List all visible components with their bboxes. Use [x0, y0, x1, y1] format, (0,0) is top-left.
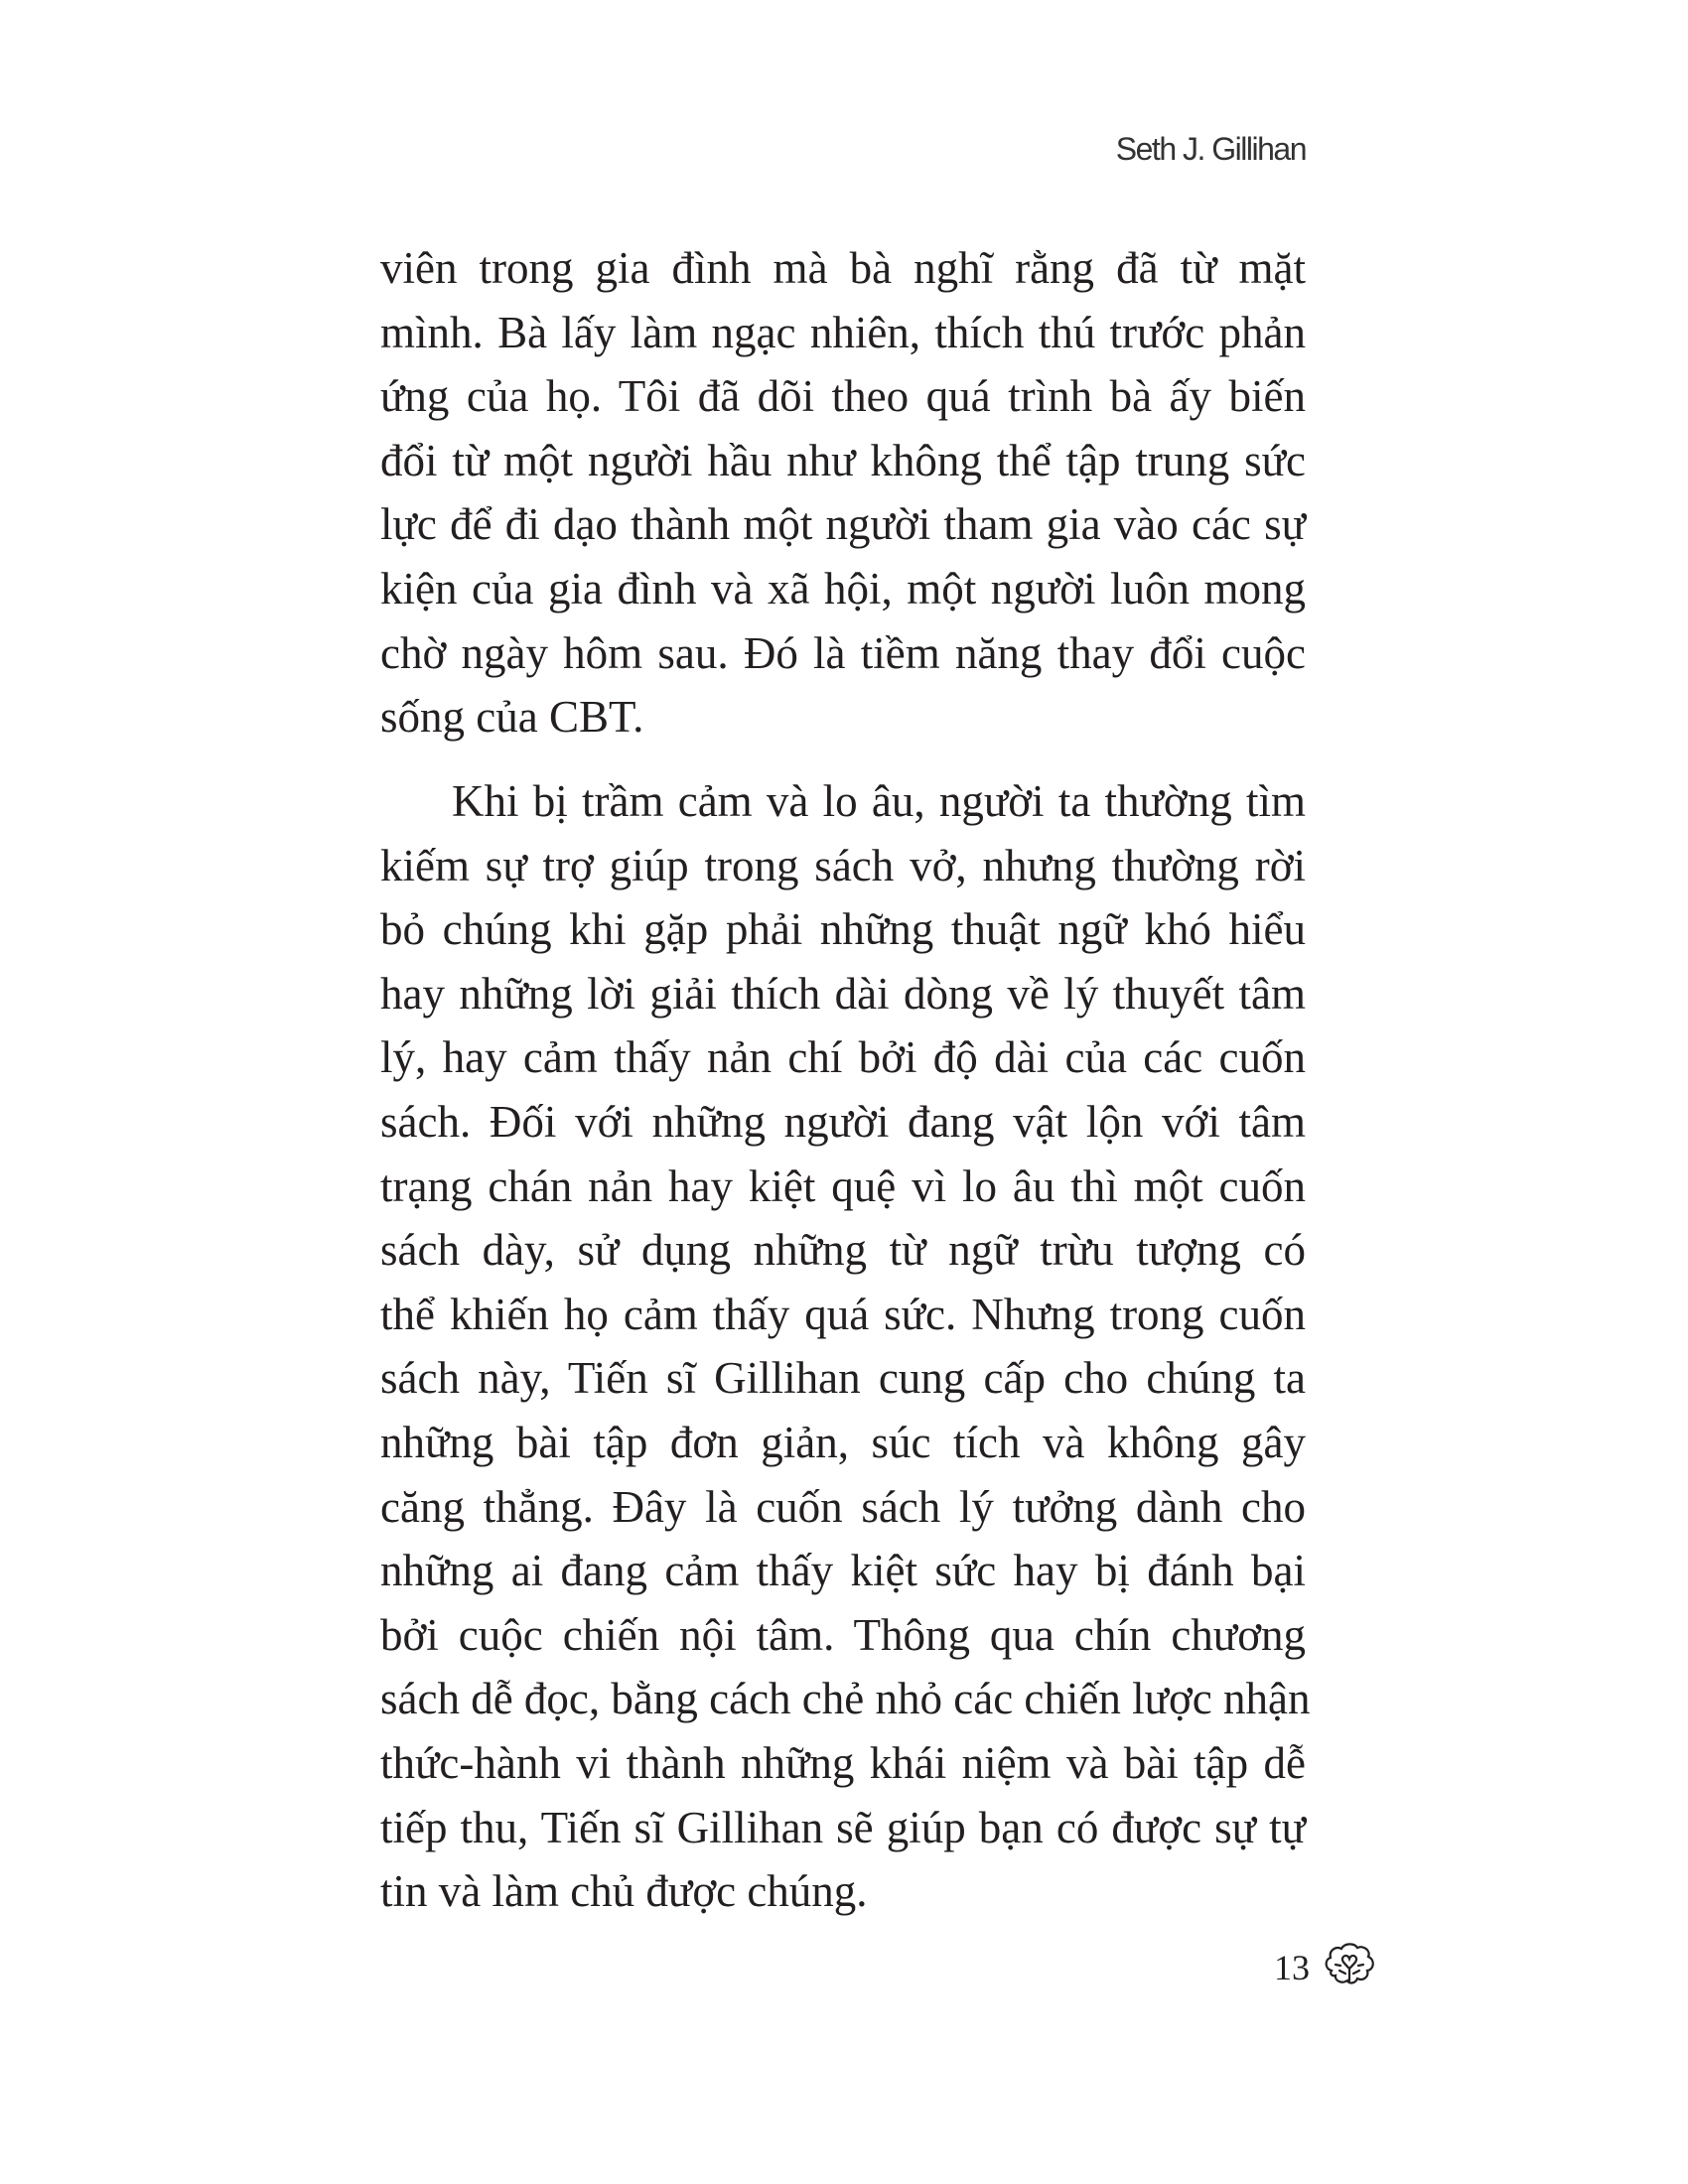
text-line: tin và làm chủ được chúng. [380, 1866, 868, 1917]
text-line: sách dễ đọc, bằng cách chẻ nhỏ các chiến lược nhận [380, 1674, 1311, 1724]
text-line: chờ ngày hôm sau. Đó là tiềm năng thay đổi cuộc [380, 627, 1306, 678]
text-line: mình. Bà lấy làm ngạc nhiên, thích thú trước phản [380, 307, 1306, 357]
text-line: sách. Đối với những người đang vật lộn với tâm [380, 1096, 1306, 1147]
text-line: trạng chán nản hay kiệt quệ vì lo âu thì một cuốn [380, 1160, 1306, 1211]
text-line: thể khiến họ cảm thấy quá sức. Nhưng trong cuốn [380, 1289, 1306, 1339]
text-line: lý, hay cảm thấy nản chí bởi độ dài của các cuốn [380, 1032, 1306, 1083]
page-number: 13 [1274, 1947, 1310, 1987]
page-footer [1274, 1941, 1377, 1993]
text-line: lực để đi dạo thành một người tham gia vào các sự [380, 499, 1306, 550]
text-line: ứng của họ. Tôi đã dõi theo quá trình bà ấy biến [380, 371, 1306, 422]
text-line: Khi bị trầm cảm và lo âu, người ta thường tìm [452, 776, 1306, 826]
text-line: sống của CBT. [380, 692, 644, 743]
text-line: đổi từ một người hầu như không thể tập trung sức [380, 435, 1306, 485]
text-line: bỏ chúng khi gặp phải những thuật ngữ khó hiểu [380, 904, 1306, 955]
text-line: kiếm sự trợ giúp trong sách vở, nhưng thường rời [380, 840, 1306, 890]
text-line: viên trong gia đình mà bà nghĩ rằng đã từ mặt [380, 243, 1306, 293]
paragraph-2 [380, 769, 1311, 1924]
text-line: căng thẳng. Đây là cuốn sách lý tưởng dành cho [380, 1481, 1306, 1532]
running-header-author: Seth J. Gillihan [1115, 131, 1306, 167]
text-line: kiện của gia đình và xã hội, một người luôn mong [380, 563, 1306, 614]
text-line: tiếp thu, Tiến sĩ Gillihan sẽ giúp bạn có được sự tự [380, 1802, 1306, 1852]
text-line: thức-hành vi thành những khái niệm và bài tập dễ [380, 1737, 1306, 1788]
brain-heart-icon [1322, 1941, 1377, 1993]
text-line: bởi cuộc chiến nội tâm. Thông qua chín chương [380, 1609, 1306, 1660]
paragraph-1 [380, 236, 1306, 750]
text-line: sách này, Tiến sĩ Gillihan cung cấp cho chúng ta [380, 1353, 1306, 1404]
text-line: những bài tập đơn giản, súc tích và không gây [380, 1417, 1306, 1467]
text-line: sách dày, sử dụng những từ ngữ trừu tượng có [380, 1225, 1306, 1276]
text-line: những ai đang cảm thấy kiệt sức hay bị đánh bại [380, 1546, 1306, 1596]
text-line: hay những lời giải thích dài dòng về lý thuyết tâm [380, 968, 1306, 1019]
